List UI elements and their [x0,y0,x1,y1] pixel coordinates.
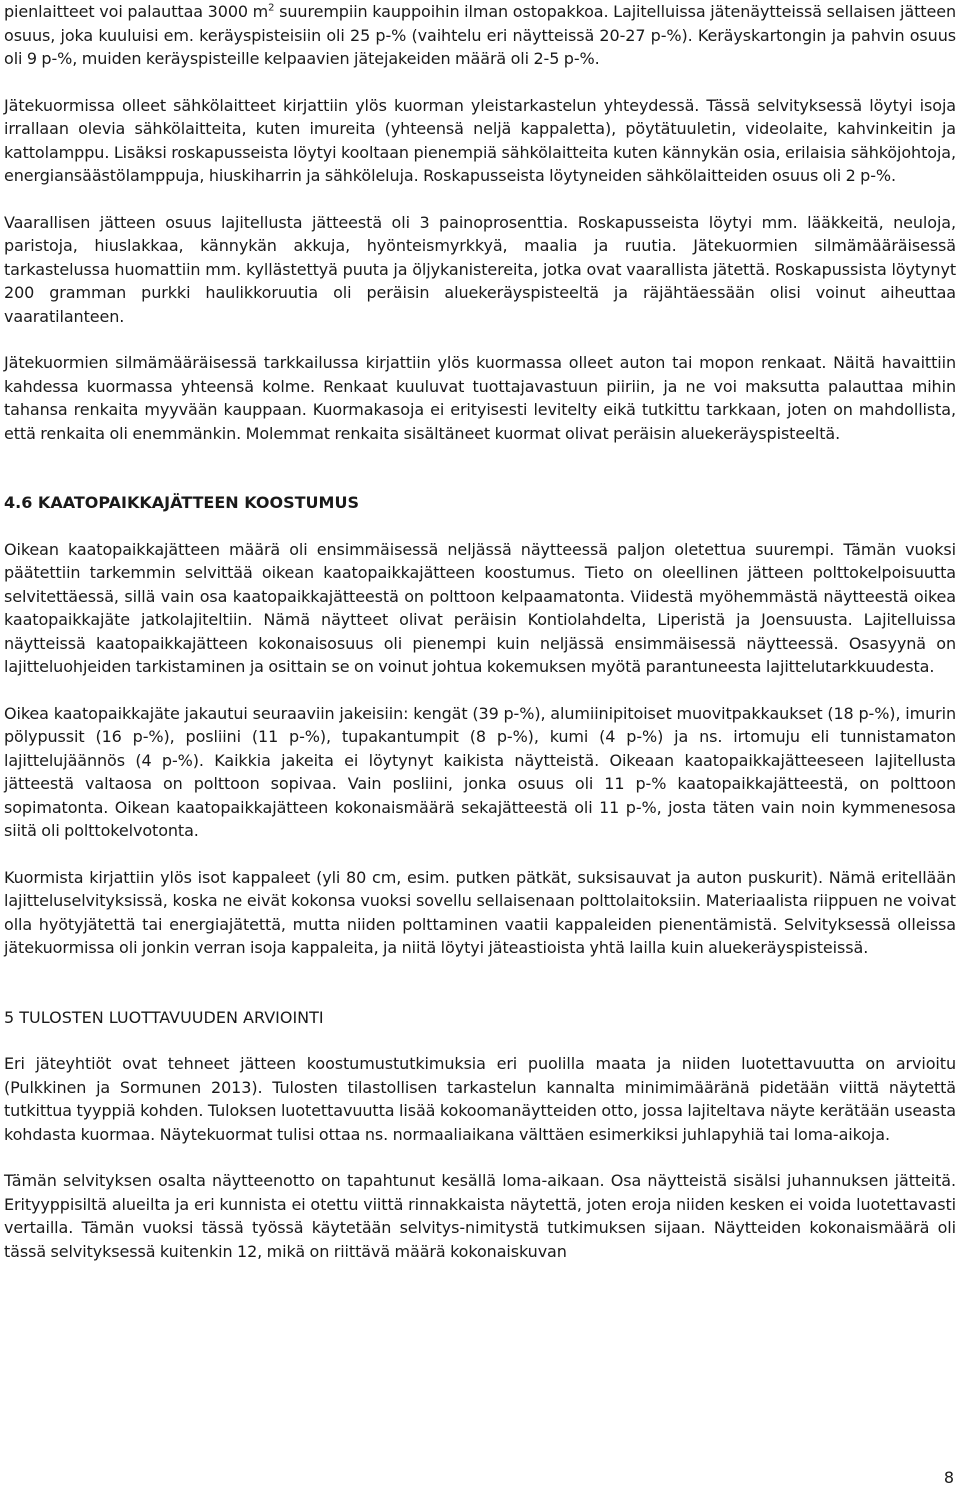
paragraph: Jätekuormissa olleet sähkölaitteet kirjattiin ylös kuorman yleistarkastelun yhteydessä. Tässä selvityksessä löytyi isoja irrallaan olevia sähkölaitteita, kuten imureita (yhteensä neljä kappaletta), pöytätuuletin, videolaite, kahvinkeitin ja kattolamppu. Lisäksi roskapusseista löytyi kooltaan pienempiä sähkölaitteita kuten kännykän osia, erilaisia sähköjohtoja, energiansäästölamppuja, hiuskiharrin ja sähköleluja. Roskapusseista löytyneiden sähkölaitteiden osuus oli 2 p-%. [4,95,956,185]
paragraph: Vaarallisen jätteen osuus lajitellusta jätteestä oli 3 painoprosenttia. Roskapusseista löytyi mm. lääkkeitä, neuloja, paristoja, hiuslakkaa, kännykän akkuja, hyönteismyrkkyä, maalia ja ruutia. Jätekuormien silmämääräisessä tarkastelussa huomattiin mm. kyllästettyä puuta ja öljykanistereita, jotka ovat vaarallista jätettä. Roskapussista löytynyt 200 gramman purkki haulikkoruutia oli peräisin aluekeräyspisteeltä ja räjähtäessään olisi voinut aiheuttaa vaaratilanteen. [4,212,956,326]
section-heading: 5 TULOSTEN LUOTTAVUUDEN ARVIOINTI [4,1007,324,1027]
section-heading: 4.6 KAATOPAIKKAJÄTTEEN KOOSTUMUS [4,493,359,512]
superscript: 2 [268,2,275,14]
paragraph: Jätekuormien silmämääräisessä tarkkailussa kirjattiin ylös kuormassa olleet auton tai mopon renkaat. Näitä havaittiin kahdessa kuormassa yhteensä kolme. Renkaat kuuluvat tuottajavastuun piiriin, ja ne voi maksutta palauttaa mihin tahansa renkaita myyvään kauppaan. Kuormakasoja ei erityisesti levitelty eikä tutkittu tarkkaan, joten on mahdollista, että renkaita oli enemmänkin. Molemmat renkaita sisältäneet kuormat olivat peräisin aluekeräyspisteeltä. [4,353,956,443]
document-page [4,0,956,1263]
paragraph: pienlaitteet voi palauttaa 3000 $m^2$ suurempiin kauppoihin ilman ostopakkoa. Lajitelluissa jätenäytteissä sellaisen jätteen osuus, joka kuuluisi em. keräyspisteisiin oli 25 p-% (vaihtelu eri näytteissä 20-27 p-%). Keräyskartongin ja pahvin osuus oli 9 p-%, muiden keräyspisteille kelpaavien jätejakeiden määrä oli 2-5 p-%. [4,2,956,68]
page-number: 8 [943,1468,954,1487]
paragraph: Eri jäteyhtiöt ovat tehneet jätteen koostumustutkimuksia eri puolilla maata ja niiden luotettavuutta on arvioitu (Pulkkinen ja Sormunen 2013). Tulosten tilastollisen tarkastelun kannalta minimimääränä pidetään viittä näytettä tutkittua tyyppiä kohden. Tuloksen luotettavuutta lisää kokoomanäytteiden otto, jossa lajiteltava näyte kerätään useasta kohdasta kuormaa. Näytekuormat tulisi ottaa ns. normaaliaikana välttäen esimerkiksi juhlapyhiä tai loma-aikoja. [4,1054,956,1144]
paragraph: Oikean kaatopaikkajätteen määrä oli ensimmäisessä neljässä näytteessä paljon oletettua suurempi. Tämän vuoksi päätettiin tarkemmin selvittää oikean kaatopaikkajätteen koostumus. Tieto on oleellinen jätteen polttokelpoisuutta selvitettäessä, sillä vain osa kaatopaikkajätteestä on polttoon kelpaamatonta. Viidestä myöhemmästä näytteestä oikea kaatopaikkajäte jatkolajiteltiin. Nämä näytteet olivat peräisin Kontiolahdelta, Liperistä ja Joensuusta. Lajitelluissa näytteissä kaatopaikkajätteen kokonaisosuus oli pienempi kuin neljässä ensimmäisessä näytteessä. Osasyynä on lajitteluohjeiden tarkistaminen ja osittain se on voinut johtua kokemuksen myötä parantuneesta lajittelutarkkuudesta. [4,539,956,676]
paragraph: Kuormista kirjattiin ylös isot kappaleet (yli 80 cm, esim. putken pätkät, suksisauvat ja auton puskurit). Nämä eritellään lajitteluselvityksissä, koska ne eivät kokonsa vuoksi sovellu sellaisenaan polttolaitoksiin. Materiaalista riippuen ne voivat olla hyötyjätettä tai energiajätettä, mutta niiden polttaminen vaatii kappaleiden pienentämistä. Selvityksessä olleissa jätekuormissa oli jonkin verran isoja kappaleita, ja niitä löytyi jäteastioista yhtä lailla kuin aluekeräyspisteissä. [4,867,956,957]
paragraph: Oikea kaatopaikkajäte jakautui seuraaviin jakeisiin: kengät (39 p-%), alumiinipitoiset muovitpakkaukset (18 p-%), imurin pölypussit (16 p-%), posliini (11 p-%), tupakantumpit (8 p-%), kumi (4 p-%) ja ns. irtomuju eli tunnistamaton lajittelujäännös (4 p-%). Kaikkia jakeita ei löytynyt kaikista näytteistä. Oikeaan kaatopaikkajätteeseen lajitellusta jätteestä valtaosa on polttoon sopivaa. Vain posliini, jonka osuus oli 11 p-% kaatopaikkajätteestä, on polttoon sopimatonta. Oikean kaatopaikkajätteen kokonaismäärä sekajätteestä oli 11 p-%, josta täten vain noin kymmenesosa siitä oli polttokelvotonta. [4,703,956,840]
paragraph: Tämän selvityksen osalta näytteenotto on tapahtunut kesällä loma-aikaan. Osa näytteistä sisälsi juhannuksen jätteitä. Erityyppisiltä alueilta ja eri kunnista ei otettu viittä rinnakkaista näytettä, joten eroja niiden kesken ei voida luotettavasti vertailla. Tämän vuoksi tässä työssä käytetään selvitys-nimitystä tutkimuksen sijaan. Näytteiden kokonaismäärä oli tässä selvityksessä kuitenkin 12, mikä on riittävä määrä kokonaiskuvan [4,1171,956,1261]
